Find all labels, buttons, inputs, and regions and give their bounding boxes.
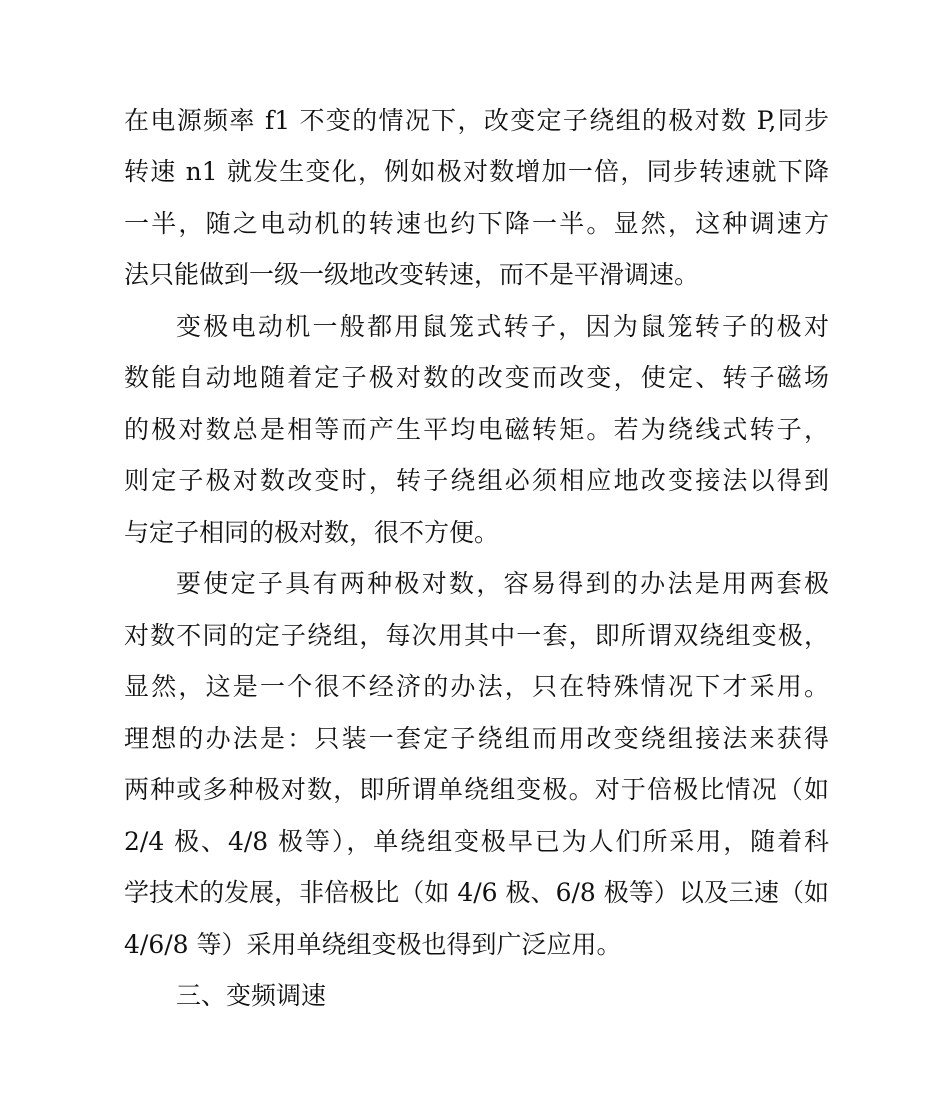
paragraph-1-line-1: 在电源频率 f1 不变的情况下，改变定子绕组的极对数 P,同步: [124, 106, 829, 135]
paragraph-3-line-8: 4/6/8 等）采用单绕组变极也得到广泛应用。: [124, 930, 622, 959]
paragraph-1-line-2: 转速 n1 就发生变化，例如极对数增加一倍，同步转速就下降: [124, 157, 829, 186]
paragraph-3-line-7: 学技术的发展，非倍极比（如 4/6 极、6/8 极等）以及三速（如: [124, 878, 829, 907]
paragraph-1-line-3: 一半，随之电动机的转速也约下降一半。显然，这种调速方: [124, 209, 829, 238]
paragraph-3-line-5: 两种或多种极对数，即所谓单绕组变极。对于倍极比情况（如: [124, 775, 829, 804]
paragraph-3-line-3: 显然，这是一个很不经济的办法，只在特殊情况下才采用。: [124, 672, 829, 701]
paragraph-1-line-4: 法只能做到一级一级地改变转速，而不是平滑调速。: [124, 260, 700, 289]
paragraph-2-line-1: 变极电动机一般都用鼠笼式转子，因为鼠笼转子的极对: [176, 312, 829, 341]
paragraph-3-line-6: 2/4 极、4/8 极等），单绕组变极早已为人们所采用，随着科: [124, 827, 829, 856]
paragraph-2-line-4: 则定子极对数改变时，转子绕组必须相应地改变接法以得到: [124, 466, 829, 495]
paragraph-3-line-2: 对数不同的定子绕组，每次用其中一套，即所谓双绕组变极，: [124, 621, 829, 650]
paragraph-2-line-5: 与定子相同的极对数，很不方便。: [124, 518, 500, 547]
section-heading: 三、变频调速: [176, 981, 327, 1010]
paragraph-3-line-4: 理想的办法是：只装一套定子绕组而用改变绕组接法来获得: [124, 724, 829, 753]
paragraph-2-line-2: 数能自动地随着定子极对数的改变而改变，使定、转子磁场: [124, 363, 829, 392]
paragraph-2-line-3: 的极对数总是相等而产生平均电磁转矩。若为绕线式转子，: [124, 415, 829, 444]
paragraph-3-line-1: 要使定子具有两种极对数，容易得到的办法是用两套极: [176, 569, 829, 598]
